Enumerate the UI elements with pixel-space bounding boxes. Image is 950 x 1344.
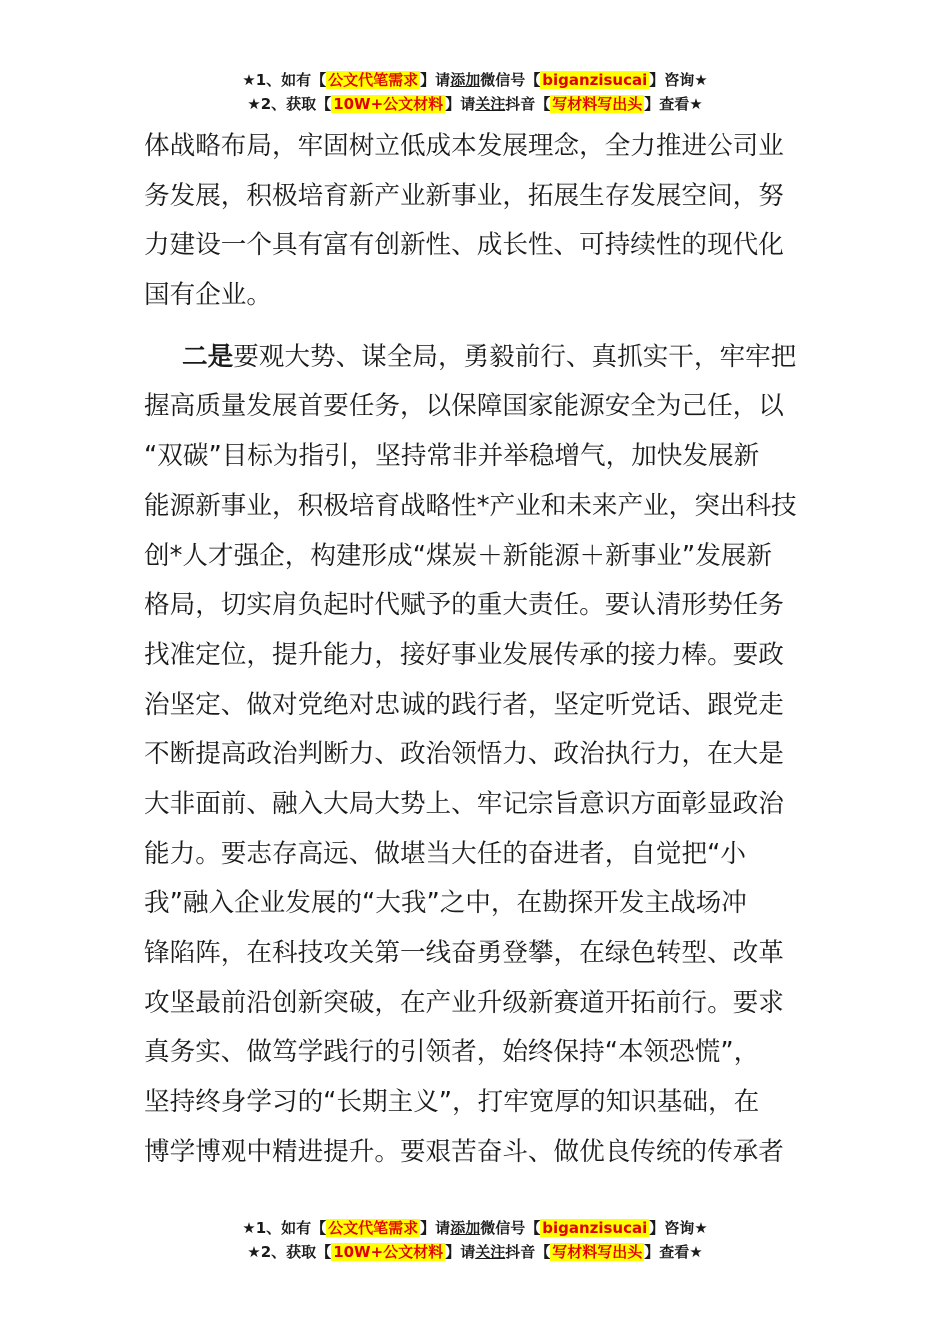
banner-text: 】请 xyxy=(420,1219,451,1237)
text-line: 格局，切实肩负起时代赋予的重大责任。要认清形势任务 xyxy=(144,590,784,621)
banner-highlight: 10W+公文材料 xyxy=(333,95,444,113)
text-line-first xyxy=(144,333,808,383)
text-line: 锋陷阵，在科技攻关第一线奋勇登攀，在绿色转型、改革 xyxy=(144,938,784,968)
banner-text: 】咨询★ xyxy=(649,71,708,89)
text-line: “双碳”目标为指引，坚持常非并举稳增气，加快发展新 xyxy=(144,441,760,472)
paragraph-2 xyxy=(144,333,808,1178)
banner-text: 】请 xyxy=(445,1243,476,1261)
paragraph-1 xyxy=(144,122,808,321)
text-line: 真务实、做笃学践行的引领者，始终保持“本领恐慌”， xyxy=(144,1037,760,1068)
text-line: 务发展，积极培育新产业新事业，拓展生存发展空间，努 xyxy=(144,180,784,211)
text-line: 攻坚最前沿创新突破，在产业升级新赛道开拓前行。要求 xyxy=(144,987,784,1018)
banner-line-2 xyxy=(0,1240,950,1264)
banner-text: 】查看★ xyxy=(644,1243,703,1261)
header-banner xyxy=(0,68,950,116)
text-line: 找准定位，提升能力，接好事业发展传承的接力棒。要政 xyxy=(144,639,784,670)
banner-text: 抖音【 xyxy=(505,1243,551,1261)
banner-text: 抖音【 xyxy=(505,95,551,113)
banner-text: ★1、如有【 xyxy=(242,1219,327,1237)
banner-text: 】请 xyxy=(420,71,451,89)
banner-highlight: 写材料写出头 xyxy=(552,1243,643,1261)
text-line: 博学博观中精进提升。要艰苦奋斗、做优良传统的传承者 xyxy=(144,1136,784,1167)
banner-underline: 关注 xyxy=(475,1243,506,1261)
banner-text: ★2、获取【 xyxy=(247,95,332,113)
text-line: 握高质量发展首要任务，以保障国家能源安全为己任，以 xyxy=(144,391,784,422)
text-line: 坚持终身学习的“长期主义”，打牢宽厚的知识基础，在 xyxy=(144,1087,760,1118)
text-line: 能力。要志存高远、做堪当大任的奋进者，自觉把“小 xyxy=(144,838,746,869)
banner-highlight: 写材料写出头 xyxy=(552,95,643,113)
paragraph-lead: 二是 xyxy=(182,341,234,372)
banner-line-1 xyxy=(0,68,950,92)
banner-highlight: 公文代笔需求 xyxy=(328,1219,419,1237)
text-line: 不断提高政治判断力、政治领悟力、政治执行力，在大是 xyxy=(144,739,784,770)
banner-text: ★2、获取【 xyxy=(247,1243,332,1261)
text-line: 大非面前、融入大局大势上、牢记宗旨意识方面彰显政治 xyxy=(144,788,784,819)
banner-text: 】查看★ xyxy=(644,95,703,113)
banner-highlight: 10W+公文材料 xyxy=(333,1243,444,1261)
banner-line-2 xyxy=(0,92,950,116)
text-line: 力建设一个具有富有创新性、成长性、可持续性的现代化 xyxy=(144,230,784,261)
document-body xyxy=(144,122,808,1177)
banner-text: ★1、如有【 xyxy=(242,71,327,89)
banner-highlight: 公文代笔需求 xyxy=(328,71,419,89)
text-line: 治坚定、做对党绝对忠诚的践行者，坚定听党话、跟党走 xyxy=(144,689,784,720)
text-line: 能源新事业，积极培育战略性*产业和未来产业，突出科技 xyxy=(144,490,797,521)
banner-underline: 添加 xyxy=(450,71,481,89)
banner-text: 】咨询★ xyxy=(649,1219,708,1237)
text-line: 我”融入企业发展的“大我”之中，在勘探开发主战场冲 xyxy=(144,888,747,919)
banner-highlight: biganzisucai xyxy=(542,71,648,89)
banner-text: 】请 xyxy=(445,95,476,113)
banner-underline: 添加 xyxy=(450,1219,481,1237)
banner-underline: 关注 xyxy=(475,95,506,113)
text-line: 体战略布局，牢固树立低成本发展理念，全力推进公司业 xyxy=(144,131,784,161)
footer-banner xyxy=(0,1216,950,1264)
banner-line-1 xyxy=(0,1216,950,1240)
banner-text: 微信号【 xyxy=(480,71,541,89)
banner-text: 微信号【 xyxy=(480,1219,541,1237)
text-line-rest: 要观大势、谋全局，勇毅前行、真抓实干，牢牢把 xyxy=(233,341,797,372)
paragraph-gap xyxy=(144,321,808,333)
text-line: 国有企业。 xyxy=(144,280,272,311)
text-line: 创*人才强企，构建形成“煤炭＋新能源＋新事业”发展新 xyxy=(144,540,772,571)
banner-highlight: biganzisucai xyxy=(542,1219,648,1237)
